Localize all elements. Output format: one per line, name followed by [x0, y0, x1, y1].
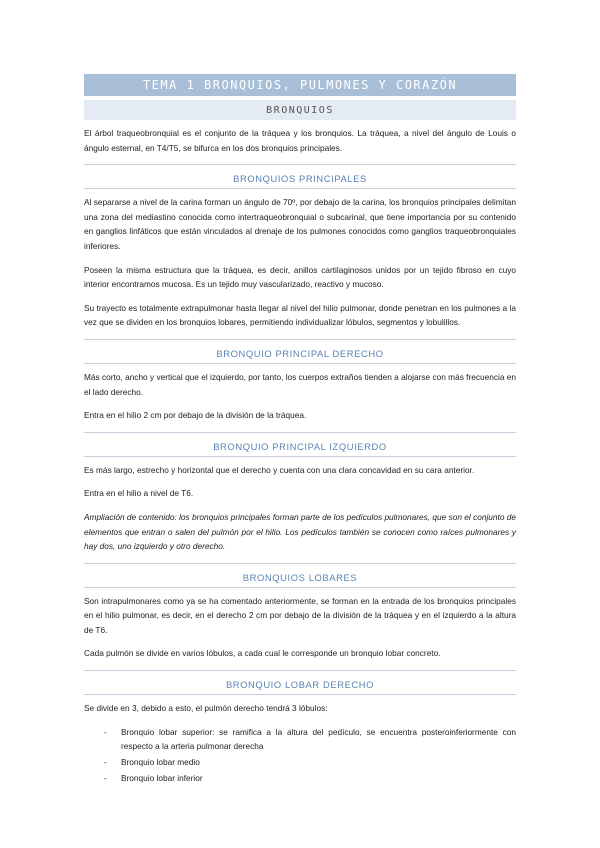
paragraph: Más corto, ancho y vertical que el izquierdo, por tanto, los cuerpos extraños tienden a alojarse con más frecuencia en el lado derecho. — [84, 371, 516, 397]
lobar-bronchi-list — [84, 725, 516, 785]
paragraph: Es más largo, estrecho y horizontal que el derecho y cuenta con una clara concavidad en su cara anterior. — [84, 464, 475, 475]
section-heading-bronquios-lobares: BRONQUIOS LOBARES — [84, 563, 516, 588]
dash-bullet: - — [104, 756, 107, 767]
document-title: TEMA 1 BRONQUIOS, PULMONES Y CORAZÓN — [142, 78, 458, 92]
paragraph: Cada pulmón se divide en varios lóbulos, a cada cual le corresponde un bronquio lobar concreto. — [84, 648, 441, 659]
document-page — [84, 74, 516, 787]
dash-bullet: - — [104, 726, 107, 737]
paragraph: Su trayecto es totalmente extrapulmonar hasta llegar al nivel del hilio pulmonar, donde penetran en los pulmones a la vez que se dividen en los bronquios lobares, permitiendo individualizar lóbulos, segmentos y lobulillos. — [84, 302, 516, 328]
section-heading-bronquio-principal-izquierdo: BRONQUIO PRINCIPAL IZQUIERDO — [84, 432, 516, 457]
document-subtitle: BRONQUIOS — [266, 104, 334, 116]
section-heading-bronquio-lobar-derecho: BRONQUIO LOBAR DERECHO — [84, 670, 516, 695]
section-heading-bronquios-principales: BRONQUIOS PRINCIPALES — [84, 164, 516, 189]
paragraph: Al separarse a nivel de la carina forman un ángulo de 70º, por debajo de la carina, los bronquios principales delimitan una zona del mediastino conocida como intertraqueobronquial o subcarinal, que tiene importancia por su contenido en ganglios linfáticos que están vinculados al drenaje de los pulmones conocidos como ganglios traqueobronquiales inferiores. — [84, 197, 516, 251]
dash-bullet: - — [104, 772, 107, 783]
intro-paragraph: El árbol traqueobronquial es el conjunto de la tráquea y los bronquios. La tráquea, a nivel del ángulo de Louis o ángulo esternal, en T4/T5, se bifurca en los dos bronquios principales. — [84, 128, 516, 153]
list-item: - Bronquio lobar inferior — [104, 772, 203, 783]
paragraph: Entra en el hilio 2 cm por debajo de la división de la tráquea. — [84, 410, 307, 421]
document-title-bar — [84, 74, 516, 96]
list-item: - Bronquio lobar medio — [104, 756, 200, 767]
paragraph: Se divide en 3, debido a esto, el pulmón derecho tendrá 3 lóbulos: — [84, 703, 328, 714]
document-subtitle-bar — [84, 100, 516, 120]
paragraph: Entra en el hilio a nivel de T6. — [84, 488, 194, 499]
paragraph: Son intrapulmonares como ya se ha comentado anteriormente, se forman en la entrada de los bronquios principales en el hilio pulmonar, es decir, en el derecho 2 cm por debajo de la división de la tráquea y en el izquierdo a la altura de T6. — [84, 595, 516, 635]
list-item: - Bronquio lobar superior: se ramifica a la altura del pedículo, se encuentra posteroinferiormente con respecto a la arteria pulmonar derecha — [104, 726, 516, 751]
extension-note: Ampliación de contenido: los bronquios principales forman parte de los pedículos pulmonares, que son el conjunto de elementos que entran o salen del pulmón por el hilio. Los pedículos también se conocen como raíces pulmonares y hay dos, uno izquierdo y otro derecho. — [84, 511, 516, 552]
paragraph: Poseen la misma estructura que la tráquea, es decir, anillos cartilaginosos unidos por un tejido fibroso en cuyo interior encontramos mucosa. Es un tejido muy vascularizado, reactivo y mucoso. — [84, 264, 516, 290]
section-heading-bronquio-principal-derecho: BRONQUIO PRINCIPAL DERECHO — [84, 339, 516, 364]
